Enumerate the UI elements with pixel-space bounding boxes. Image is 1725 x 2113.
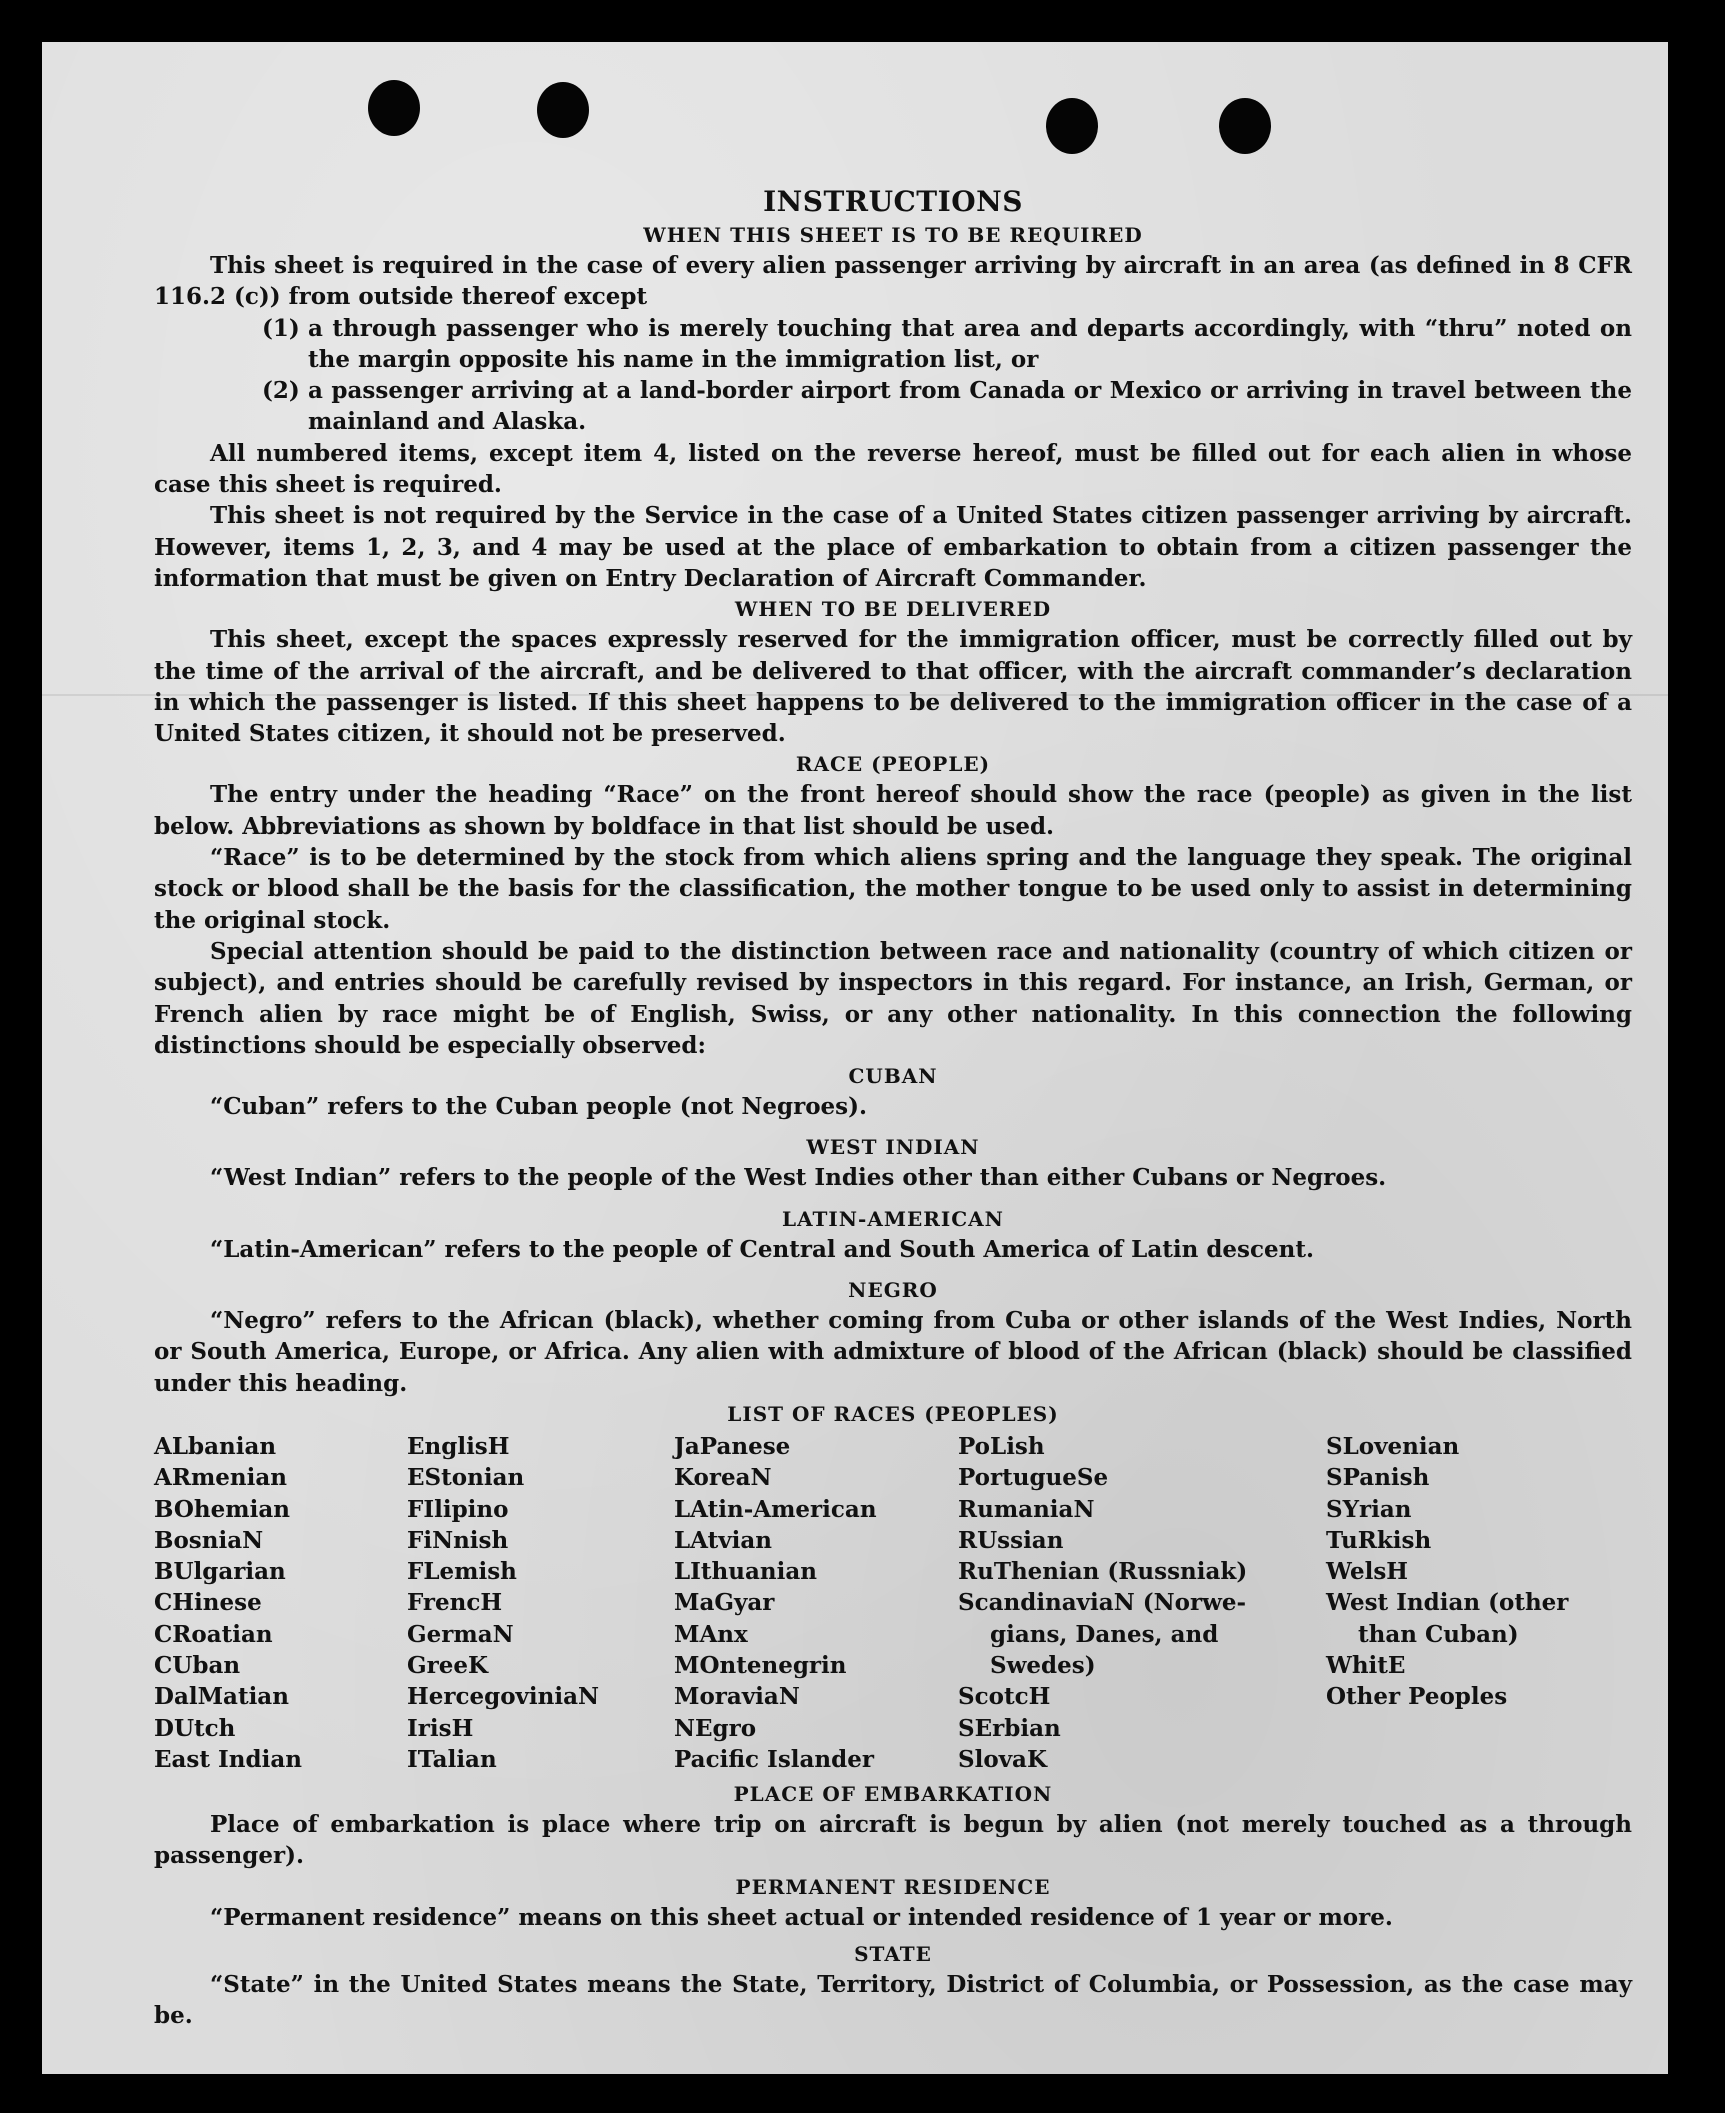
page-title: INSTRUCTIONS: [763, 185, 1023, 218]
race-entry: FrencH: [407, 1589, 503, 1617]
race-entry: RumaniaN: [958, 1495, 1095, 1523]
race-entry: CRoatian: [154, 1620, 273, 1648]
required-para: This sheet is not required by the Service in the case of a United States citizen passenger arriving by aircraft. However, items 1, 2, 3, and 4 may be used at the place of embarkation to obtain from a citizen passenger the information that must be given on Entry Declaration of Aircraft Commander.: [154, 502, 1632, 592]
race-entry: NEgro: [674, 1714, 757, 1742]
race-entry: GreeK: [407, 1651, 489, 1679]
heading-required: WHEN THIS SHEET IS TO BE REQUIRED: [643, 223, 1143, 247]
race-entry: MoraviaN: [674, 1683, 800, 1711]
race-entry: Other Peoples: [1326, 1683, 1508, 1711]
race-entry: ALbanian: [154, 1432, 277, 1460]
race-entry: FiNnish: [407, 1526, 509, 1554]
race-entry: MaGyar: [674, 1589, 775, 1617]
race-para: “Race” is to be determined by the stock from which aliens spring and the language they speak. The original stock or blood shall be the basis for the classification, the mother tongue to be used only to assist in determining the original stock.: [154, 844, 1632, 934]
race-list: [154, 1431, 1632, 1775]
punch-hole: [537, 82, 589, 138]
state-text: “State” in the United States means the State, Territory, District of Columbia, or Possession, as the case may be.: [154, 1971, 1632, 2030]
race-entry: BOhemian: [154, 1495, 290, 1523]
race-entry: SYrian: [1326, 1495, 1412, 1523]
heading-race: RACE (PEOPLE): [795, 752, 991, 777]
exception-number: (2): [262, 377, 300, 405]
race-entry: DalMatian: [154, 1683, 289, 1711]
residence-text: “Permanent residence” means on this sheet actual or intended residence of 1 year or more.: [210, 1903, 1393, 1931]
race-entry: DUtch: [154, 1714, 236, 1742]
race-entry: BosniaN: [154, 1526, 264, 1554]
race-entry: SPanish: [1326, 1464, 1430, 1492]
race-entry: GermaN: [407, 1620, 514, 1648]
delivered-text: This sheet, except the spaces expressly reserved for the immigration officer, must be correctly filled out by the time of the arrival of the aircraft, and be delivered to that officer, with the aircraft commander’s declaration in which the passenger is listed. If this sheet happens to be delivered to the immigration officer in the case of a United States citizen, it should not be preserved.: [154, 626, 1632, 748]
race-entry: ITalian: [407, 1745, 497, 1773]
race-entry: EnglisH: [407, 1432, 510, 1460]
latin-american-text: “Latin-American” refers to the people of Central and South America of Latin descent.: [210, 1235, 1314, 1263]
exception-item: [262, 313, 1632, 376]
heading-race-list: LIST OF RACES (PEOPLES): [727, 1401, 1059, 1426]
race-entry: SErbian: [958, 1714, 1061, 1742]
heading-west-indian: WEST INDIAN: [806, 1135, 980, 1160]
race-entry: PortugueSe: [958, 1464, 1109, 1492]
race-entry: West Indian (other: [1326, 1589, 1569, 1617]
heading-residence: PERMANENT RESIDENCE: [735, 1874, 1051, 1899]
race-entry: BUlgarian: [154, 1558, 286, 1586]
heading-delivered: WHEN TO BE DELIVERED: [734, 597, 1052, 622]
race-column: [674, 1431, 958, 1775]
heading-cuban: CUBAN: [848, 1064, 938, 1089]
race-entry: Pacific Islander: [674, 1745, 874, 1773]
race-entry: KoreaN: [674, 1464, 772, 1492]
race-entry: ARmenian: [154, 1464, 288, 1492]
race-entry: IrisH: [407, 1714, 474, 1742]
race-column: [407, 1431, 674, 1775]
race-entry: than Cuban): [1358, 1620, 1519, 1648]
race-entry: MAnx: [674, 1620, 748, 1648]
race-entry: RUssian: [958, 1526, 1064, 1554]
exception-number: (1): [262, 314, 300, 342]
race-entry: HercegoviniaN: [407, 1683, 600, 1711]
heading-latin-american: LATIN-AMERICAN: [782, 1206, 1004, 1231]
race-entry: WelsH: [1326, 1558, 1409, 1586]
race-entry: FIlipino: [407, 1495, 509, 1523]
race-entry: East Indian: [154, 1745, 302, 1773]
race-entry: WhitE: [1326, 1651, 1406, 1679]
exception-text: a passenger arriving at a land-border airport from Canada or Mexico or arriving in travel between the mainland and Alaska.: [308, 377, 1632, 436]
race-entry: PoLish: [958, 1432, 1045, 1460]
required-intro: This sheet is required in the case of every alien passenger arriving by aircraft in an area (as defined in 8 CFR 116.2 (c)) from outside thereof except: [154, 252, 1632, 311]
instructions-text: [154, 138, 1632, 2032]
required-para: All numbered items, except item 4, listed on the reverse hereof, must be filled out for each alien in whose case this sheet is required.: [154, 439, 1632, 499]
race-entry: RuThenian (Russniak): [958, 1558, 1248, 1586]
race-entry: CUban: [154, 1651, 241, 1679]
punch-hole: [368, 80, 420, 136]
race-entry: LIthuanian: [674, 1558, 817, 1586]
race-entry: gians, Danes, and: [990, 1620, 1219, 1648]
race-entry: CHinese: [154, 1589, 262, 1617]
race-entry: JaPanese: [674, 1432, 791, 1460]
negro-text: “Negro” refers to the African (black), whether coming from Cuba or other islands of the West Indies, North or South America, Europe, or Africa. Any alien with admixture of blood of the African (black) should be classified under this heading.: [154, 1307, 1632, 1397]
cuban-text: “Cuban” refers to the Cuban people (not Negroes).: [210, 1093, 868, 1121]
race-entry: MOntenegrin: [674, 1651, 847, 1679]
race-entry: ScotcH: [958, 1683, 1051, 1711]
embarkation-text: Place of embarkation is place where trip on aircraft is begun by alien (not merely touched as a through passenger).: [154, 1811, 1632, 1870]
heading-state: STATE: [854, 1942, 932, 1967]
race-entry: TuRkish: [1326, 1526, 1432, 1554]
west-indian-text: “West Indian” refers to the people of the West Indies other than either Cubans or Negroes.: [210, 1164, 1387, 1192]
race-entry: ScandinaviaN (Norwe-: [958, 1589, 1247, 1617]
race-entry: Swedes): [990, 1651, 1096, 1679]
race-entry: EStonian: [407, 1464, 525, 1492]
document-page: [42, 42, 1668, 2074]
race-entry: LAtin-American: [674, 1495, 877, 1523]
race-column: [958, 1431, 1326, 1775]
heading-negro: NEGRO: [848, 1278, 938, 1303]
race-entry: SlovaK: [958, 1745, 1047, 1773]
race-column: [1326, 1431, 1632, 1775]
race-entry: FLemish: [407, 1558, 517, 1586]
exception-text: a through passenger who is merely touching that area and departs accordingly, with “thru” noted on the margin opposite his name in the immigration list, or: [308, 314, 1632, 373]
exception-item: [262, 375, 1632, 438]
race-para: Special attention should be paid to the distinction between race and nationality (country of which citizen or subject), and entries should be carefully revised by inspectors in this regard. For instance, an Irish, German, or French alien by race might be of English, Swiss, or any other nationality. In this connection the following distinctions should be especially observed:: [154, 937, 1632, 1059]
race-column: [154, 1431, 407, 1775]
race-entry: LAtvian: [674, 1526, 772, 1554]
race-para: The entry under the heading “Race” on the front hereof should show the race (people) as given in the list below. Abbreviations as shown by boldface in that list should be used.: [154, 781, 1632, 840]
race-entry: SLovenian: [1326, 1432, 1460, 1460]
heading-embarkation: PLACE OF EMBARKATION: [733, 1782, 1053, 1807]
